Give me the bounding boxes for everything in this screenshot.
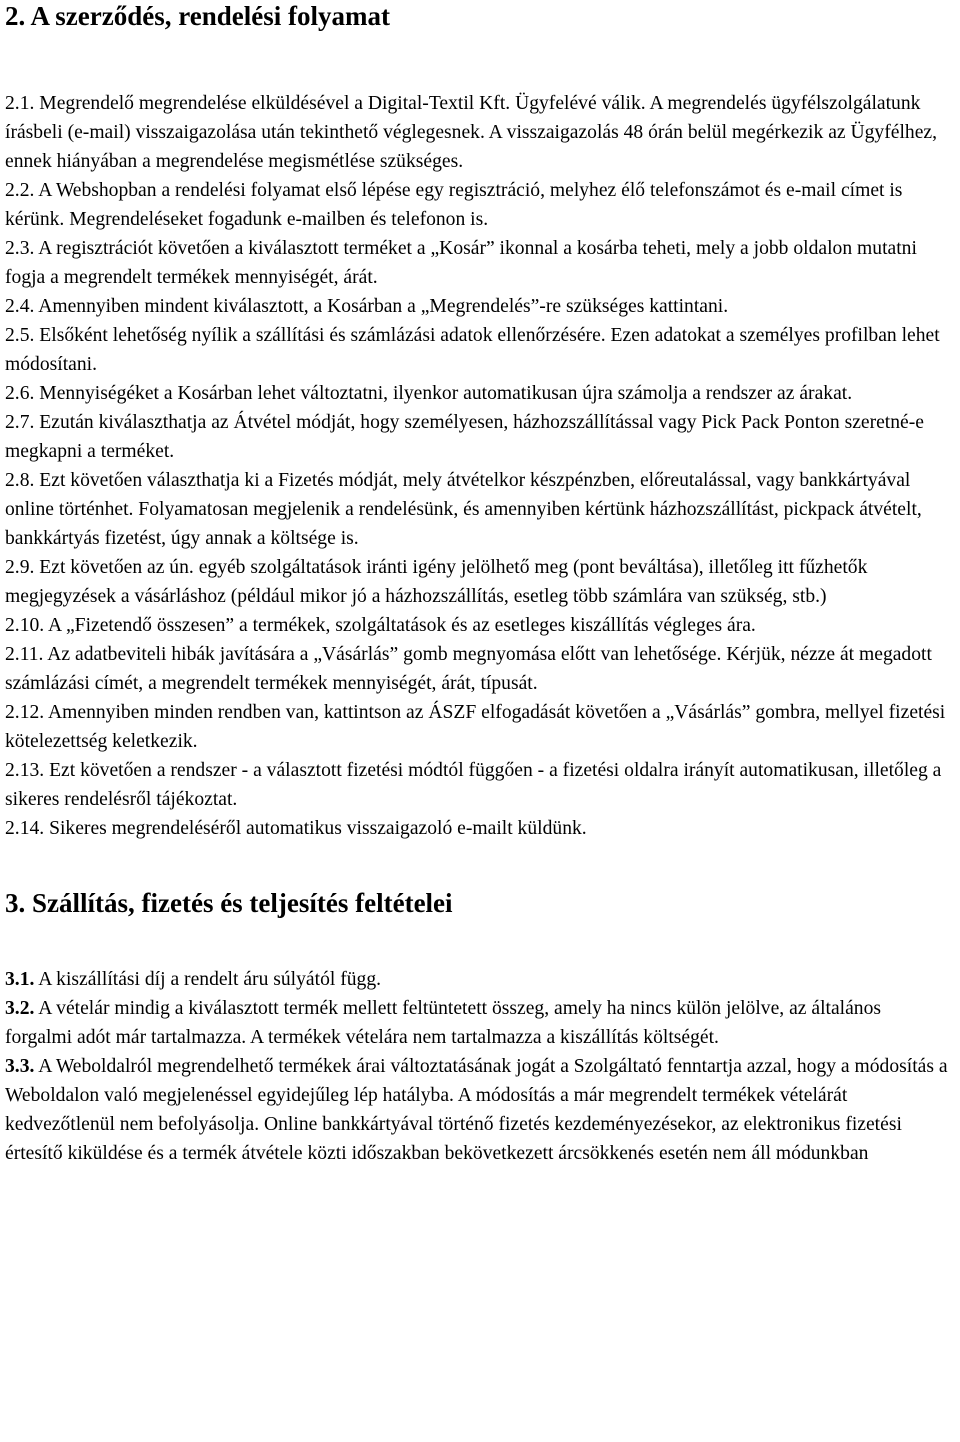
- section-3-body: [5, 965, 950, 1168]
- paragraph-text: A „Fizetendő összesen” a termékek, szolgáltatások és az esetleges kiszállítás végleges ára.: [44, 615, 756, 636]
- paragraph-number: 2.14.: [5, 818, 45, 839]
- paragraph-text: Ezt követően választhatja ki a Fizetés módját, mely átvételkor készpénzben, előreutalással, vagy bankkártyával online történhet. Folyamatosan megjelenik a rendelésünk, és amennyiben kértünk házhozszállítást, pickpack átvételt, bankkártyás fizetést, úgy annak a költsége is.: [5, 470, 922, 549]
- paragraph-2-3: [5, 234, 950, 292]
- paragraph-text: Amennyiben mindent kiválasztott, a Kosárban a „Megrendelés”-re szükséges kattintani.: [34, 296, 729, 317]
- section-3-heading: 3. Szállítás, fizetés és teljesítés feltételei: [5, 888, 453, 918]
- paragraph-3-1: [5, 965, 950, 994]
- paragraph-2-7: [5, 408, 950, 466]
- section-2-body: [5, 89, 950, 843]
- paragraph-number: 2.5.: [5, 325, 35, 346]
- paragraph-3-2: [5, 994, 950, 1052]
- paragraph-number: 2.10.: [5, 615, 45, 636]
- paragraph-number: 3.3.: [5, 1056, 35, 1077]
- paragraph-number: 2.7.: [5, 412, 35, 433]
- paragraph-2-1: [5, 89, 950, 176]
- paragraph-text: Az adatbeviteli hibák javítására a „Vásárlás” gomb megnyomása előtt van lehetősége. Kérjük, nézze át megadott számlázási címét, a megrendelt termékek mennyiségét, árát, típusát.: [5, 644, 932, 694]
- paragraph-number: 2.13.: [5, 760, 45, 781]
- paragraph-number: 2.6.: [5, 383, 35, 404]
- paragraph-number: 2.2.: [5, 180, 35, 201]
- paragraph-number: 2.3.: [5, 238, 35, 259]
- paragraph-text: A Webshopban a rendelési folyamat első lépése egy regisztráció, melyhez élő telefonszámot és e-mail címet is kérünk. Megrendeléseket fogadunk e-mailben és telefonon is.: [5, 180, 903, 230]
- paragraph-2-12: [5, 698, 950, 756]
- paragraph-text: Elsőként lehetőség nyílik a szállítási és számlázási adatok ellenőrzésére. Ezen adatokat a személyes profilban lehet módosítani.: [5, 325, 940, 375]
- paragraph-text: Ezt követően az ún. egyéb szolgáltatások iránti igény jelölhető meg (pont beváltása), illetőleg itt fűzhetők megjegyzések a vásárláshoz (például mikor jó a házhozszállítás, esetleg több számlára van szükség, stb.): [5, 557, 868, 607]
- paragraph-number: 2.12.: [5, 702, 45, 723]
- paragraph-2-9: [5, 553, 950, 611]
- section-2-heading: 2. A szerződés, rendelési folyamat: [5, 1, 390, 31]
- paragraph-text: A Weboldalról megrendelhető termékek árai változtatásának jogát a Szolgáltató fenntartja azzal, hogy a módosítás a Weboldalon való megjelenéssel egyidejűleg lép hatályba. A módosítás a már megrendelt termékek vételárát kedvezőtlenül nem befolyásolja. Online bankkártyával történő fizetés kezdeményezésekor, az elektronikus fizetési értesítő kiküldése és a termék átvétele közti időszakban bekövetkezett árcsökkenés esetén nem áll módunkban: [5, 1056, 948, 1164]
- paragraph-number: 2.11.: [5, 644, 44, 665]
- paragraph-2-8: [5, 466, 950, 553]
- paragraph-2-2: [5, 176, 950, 234]
- paragraph-number: 3.1.: [5, 969, 35, 990]
- paragraph-2-14: [5, 814, 950, 843]
- paragraph-2-11: [5, 640, 950, 698]
- paragraph-number: 3.2.: [5, 998, 35, 1019]
- paragraph-text: A vételár mindig a kiválasztott termék mellett feltüntetett összeg, amely ha nincs külön jelölve, az általános forgalmi adót már tartalmazza. A termékek vételára nem tartalmazza a kiszállítás költségét.: [5, 998, 882, 1048]
- paragraph-text: A kiszállítási díj a rendelt áru súlyától függ.: [34, 969, 382, 990]
- paragraph-text: A regisztrációt követően a kiválasztott terméket a „Kosár” ikonnal a kosárba teheti, mely a jobb oldalon mutatni fogja a megrendelt termékek mennyiségét, árát.: [5, 238, 917, 288]
- paragraph-2-10: [5, 611, 950, 640]
- paragraph-text: Mennyiségéket a Kosárban lehet változtatni, ilyenkor automatikusan újra számolja a rendszer az árakat.: [34, 383, 853, 404]
- paragraph-2-13: [5, 756, 950, 814]
- paragraph-text: Amennyiben minden rendben van, kattintson az ÁSZF elfogadását követően a „Vásárlás” gombra, mellyel fizetési kötelezettség keletkezik.: [5, 702, 946, 752]
- document-page: [5, 0, 950, 1168]
- paragraph-2-4: [5, 292, 950, 321]
- paragraph-3-3: [5, 1052, 950, 1168]
- paragraph-number: 2.8.: [5, 470, 35, 491]
- paragraph-number: 2.1.: [5, 93, 35, 114]
- paragraph-text: Megrendelő megrendelése elküldésével a Digital-Textil Kft. Ügyfelévé válik. A megrendelés ügyfélszolgálatunk írásbeli (e-mail) visszaigazolása után tekinthető véglegesnek. A visszaigazolás 48 órán belül megérkezik az Ügyfélhez, ennek hiányában a megrendelése megismétlése szükséges.: [5, 93, 937, 172]
- paragraph-text: Ezután kiválaszthatja az Átvétel módját, hogy személyesen, házhozszállítással vagy Pick Pack Ponton szeretné-e megkapni a terméket.: [5, 412, 924, 462]
- paragraph-number: 2.4.: [5, 296, 35, 317]
- paragraph-text: Ezt követően a rendszer - a választott fizetési módtól függően - a fizetési oldalra irányít automatikusan, illetőleg a sikeres rendelésről tájékoztat.: [5, 760, 942, 810]
- paragraph-2-5: [5, 321, 950, 379]
- paragraph-number: 2.9.: [5, 557, 35, 578]
- paragraph-text: Sikeres megrendeléséről automatikus visszaigazoló e-mailt küldünk.: [44, 818, 587, 839]
- paragraph-2-6: [5, 379, 950, 408]
